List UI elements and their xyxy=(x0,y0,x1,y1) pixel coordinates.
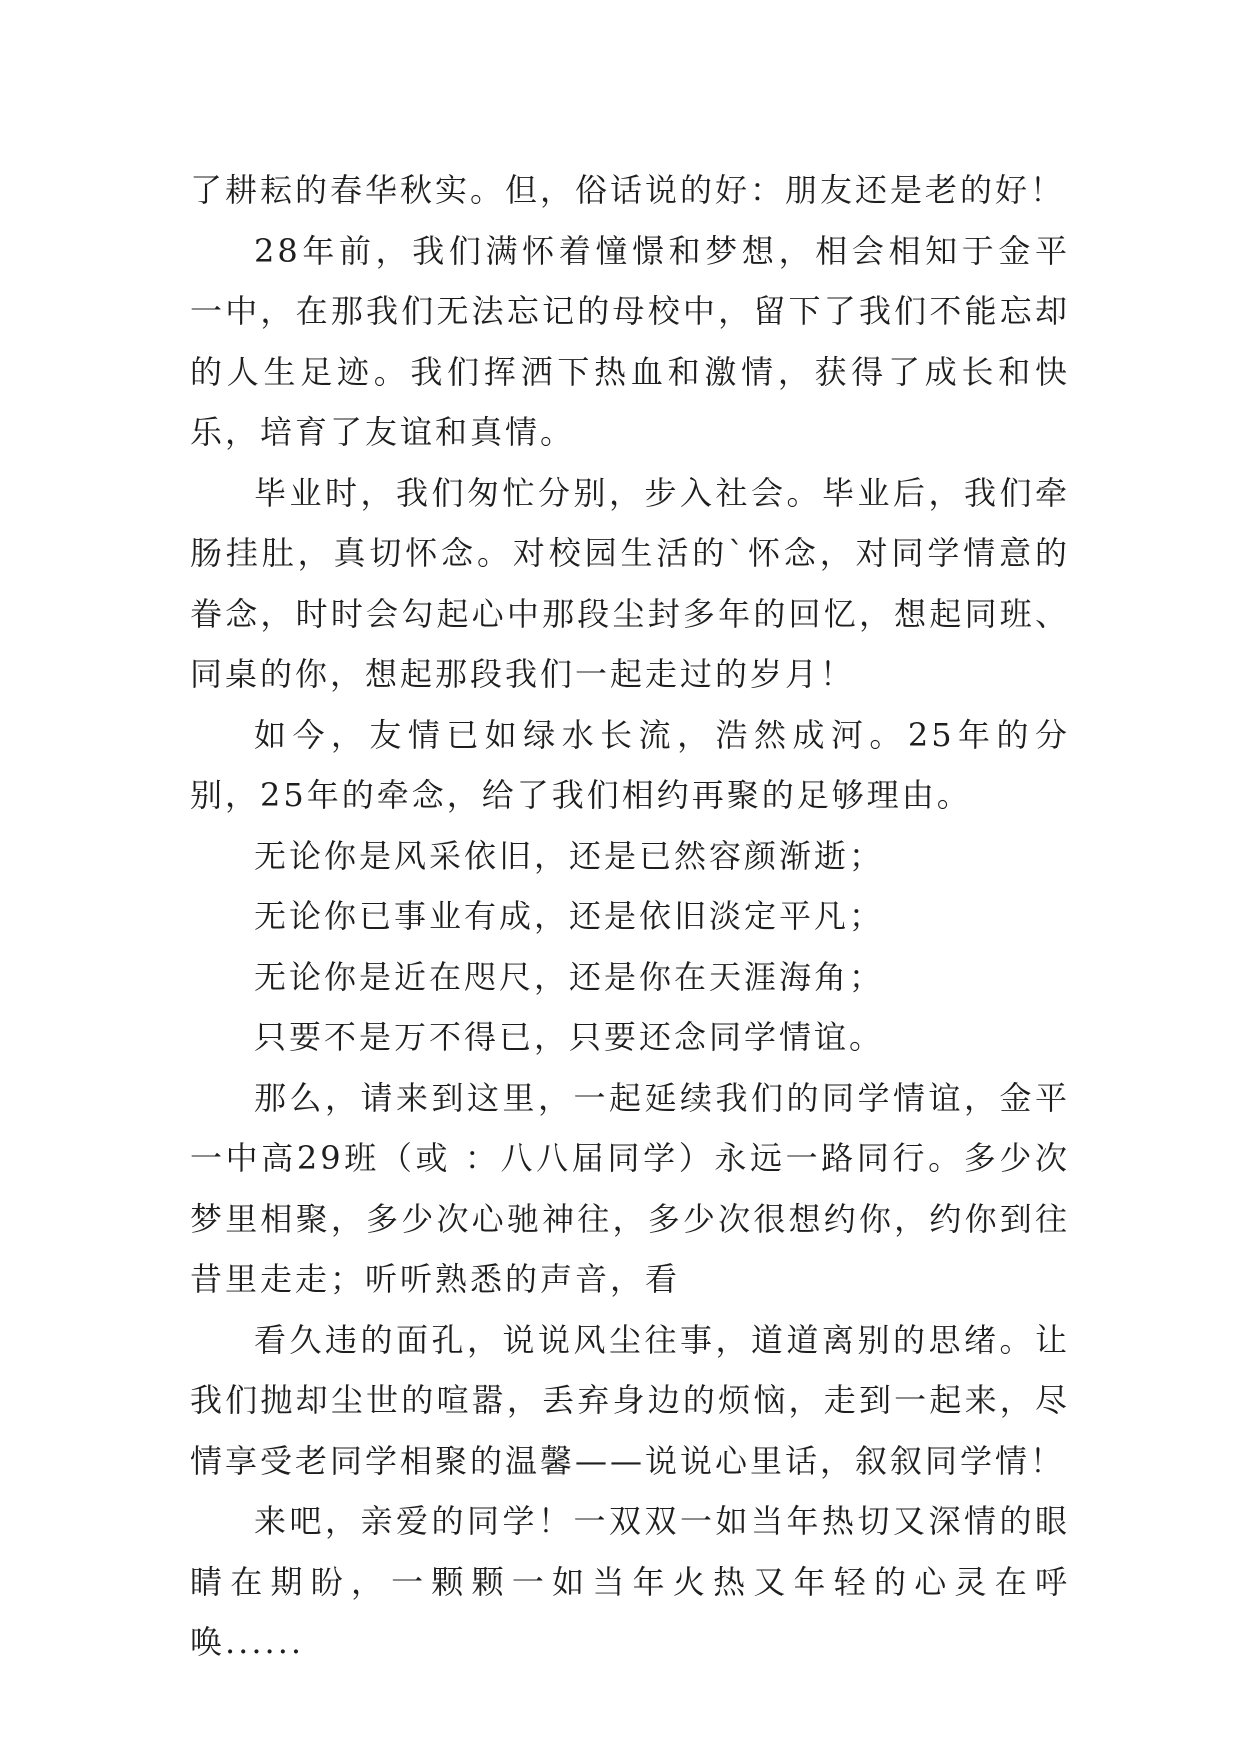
paragraph-gathering: 看久违的面孔，说说风尘往事，道道离别的思绪。让我们抛却尘世的喧嚣，丢弃身边的烦恼，走到一起来，尽情享受老同学相聚的温馨——说说心里话，叙叙同学情！ xyxy=(190,1320,1070,1480)
paragraph-friendship: 如今，友情已如绿水长流，浩然成河。25年的分别，25年的牵念，给了我们相约再聚的足够理由。 xyxy=(190,715,1070,814)
verse-line-3: 无论你是近在咫尺，还是你在天涯海角； xyxy=(254,957,885,996)
document-body xyxy=(190,160,1070,1673)
paragraph-graduation: 毕业时，我们匆忙分别，步入社会。毕业后，我们牵肠挂肚，真切怀念。对校园生活的`怀念，对同学情意的眷念，时时会勾起心中那段尘封多年的回忆，想起同班、同桌的你，想起那段我们一起走过的岁月！ xyxy=(190,473,1070,693)
paragraph-reunion-memory: 28年前，我们满怀着憧憬和梦想，相会相知于金平一中，在那我们无法忘记的母校中，留下了我们不能忘却的人生足迹。我们挥洒下热血和激情，获得了成长和快乐，培育了友谊和真情。 xyxy=(190,231,1070,451)
paragraph-closing-call: 来吧，亲爱的同学！一双双一如当年热切又深情的眼睛在期盼，一颗颗一如当年火热又年轻的心灵在呼唤...... xyxy=(190,1502,1070,1661)
paragraph-continuation: 了耕耘的春华秋实。但，俗话说的好：朋友还是老的好！ xyxy=(190,171,1066,209)
verse-line-1: 无论你是风采依旧，还是已然容颜渐逝； xyxy=(254,836,885,875)
verse-line-4: 只要不是万不得已，只要还念同学情谊。 xyxy=(254,1018,885,1056)
paragraph-invitation: 那么，请来到这里，一起延续我们的同学情谊，金平一中高29班（或 ：八八届同学）永远一路同行。多少次梦里相聚，多少次心驰神往，多少次很想约你，约你到往昔里走走；听听熟悉的声音，看 xyxy=(190,1078,1070,1298)
verse-line-2: 无论你已事业有成，还是依旧淡定平凡； xyxy=(254,897,885,935)
